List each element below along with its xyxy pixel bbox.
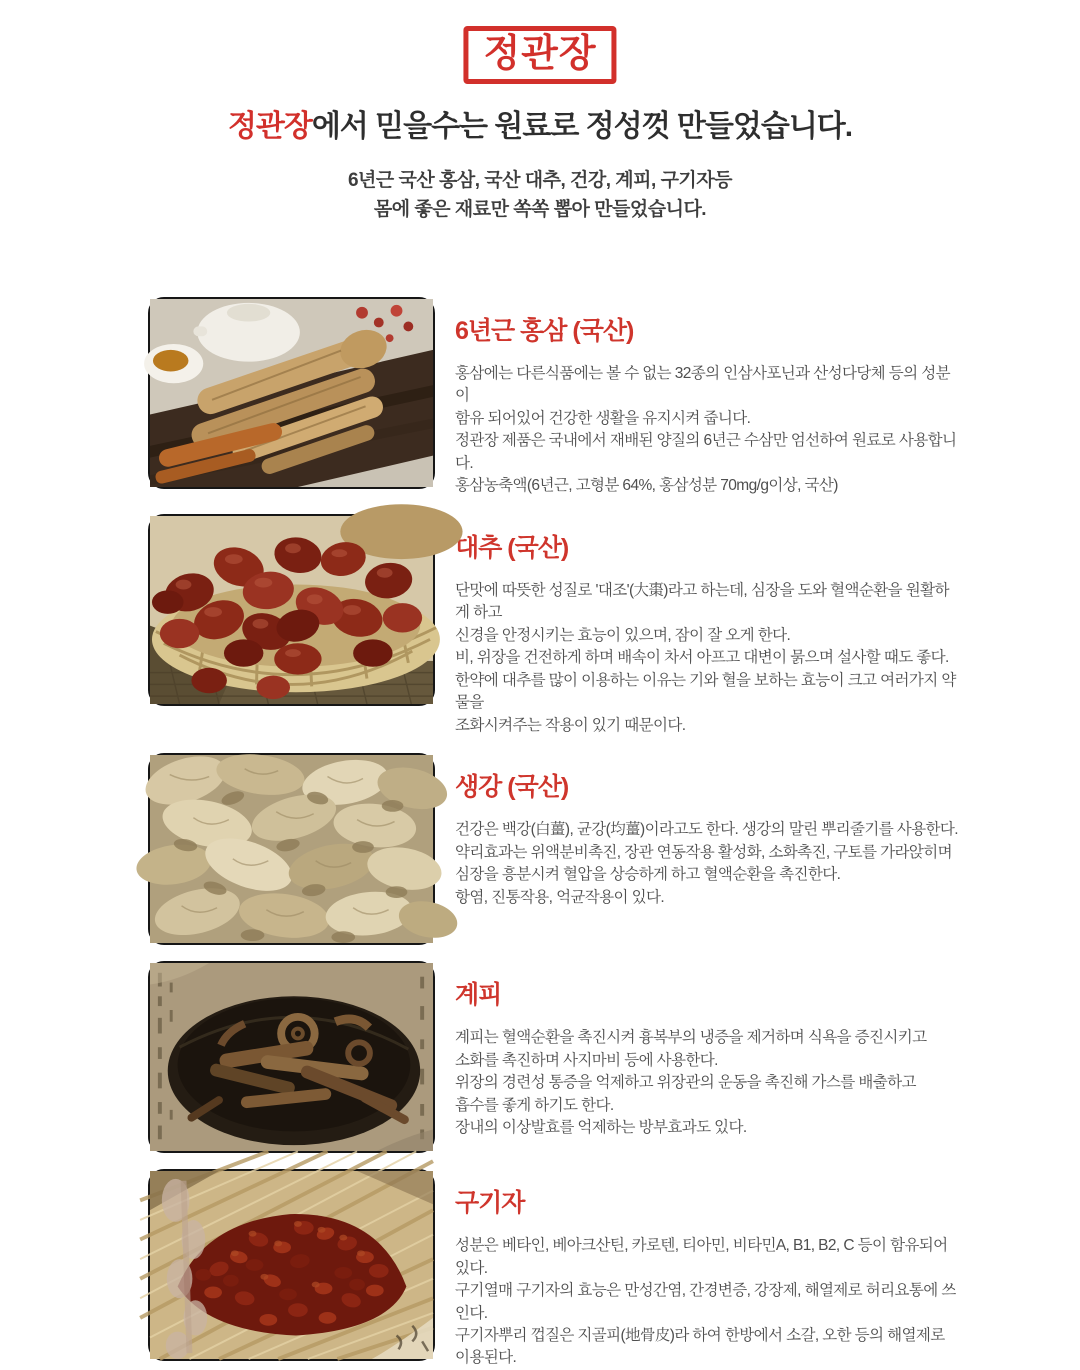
jujube-photo bbox=[148, 514, 435, 706]
section-ginger bbox=[148, 753, 960, 945]
subtitle-line-1: 6년근 국산 홍삼, 국산 대추, 건강, 계피, 구기자등 bbox=[347, 170, 732, 191]
section-text bbox=[455, 363, 960, 498]
section-jujube-body bbox=[455, 514, 960, 737]
section-text-line: 단맛에 따뜻한 성질로 '대조'(大棗)라고 하는데, 심장을 도와 혈액순환을 원활하게 하고 bbox=[455, 581, 949, 622]
section-text bbox=[455, 1235, 960, 1370]
red-ginseng-illustration bbox=[150, 299, 433, 487]
section-text-line: 홍삼농축액(6년근, 고형분 64%, 홍삼성분 70mg/g이상, 국산) bbox=[455, 477, 838, 495]
page-subtitle bbox=[0, 166, 1080, 225]
ginger-photo bbox=[148, 753, 435, 945]
section-text-line: 심장을 흥분시켜 혈압을 상승하게 하고 혈액순환을 촉진한다. bbox=[455, 866, 841, 884]
section-text-line: 조화시켜주는 작용이 있기 때문이다. bbox=[455, 716, 686, 734]
section-cinnamon-body bbox=[455, 961, 960, 1153]
section-red-ginseng bbox=[148, 297, 960, 498]
section-text-line: 비, 위장을 건전하게 하며 배속이 차서 아프고 대변이 묽으며 설사할 때도 좋다. bbox=[455, 649, 949, 667]
cinnamon-illustration bbox=[150, 963, 433, 1151]
section-text-line: 장내의 이상발효를 억제하는 방부효과도 있다. bbox=[455, 1118, 747, 1136]
goji-illustration bbox=[150, 1171, 433, 1359]
section-title: 구기자 bbox=[455, 1189, 525, 1218]
section-jujube bbox=[148, 514, 960, 737]
section-text bbox=[455, 819, 960, 909]
section-text bbox=[455, 580, 960, 737]
section-text-line: 정관장 제품은 국내에서 재배된 양질의 6년근 수삼만 엄선하여 원료로 사용합니다. bbox=[455, 432, 957, 472]
page-title bbox=[0, 101, 1080, 145]
jujube-illustration bbox=[150, 516, 433, 704]
section-text-line: 흡수를 좋게 하기도 한다. bbox=[455, 1096, 614, 1114]
section-text-line: 구기열매 구기자의 효능은 만성간염, 간경변증, 강장제, 해열제로 허리요통에 쓰인다. bbox=[455, 1282, 956, 1322]
section-text-line: 성분은 베타인, 베아크산틴, 카로텐, 티아민, 비타민A, B1, B2, C 등이 함유되어 있다. bbox=[455, 1237, 948, 1277]
section-text-line: 위장의 경련성 통증을 억제하고 위장관의 운동을 촉진해 가스를 배출하고 bbox=[455, 1074, 916, 1092]
section-ginger-body bbox=[455, 753, 960, 945]
section-text-line: 항염, 진통작용, 억균작용이 있다. bbox=[455, 888, 665, 906]
section-text-line: 한약에 대추를 많이 이용하는 이유는 기와 혈을 보하는 효능이 크고 여러가지 약물을 bbox=[455, 671, 956, 712]
section-goji bbox=[148, 1169, 960, 1370]
brand-logo bbox=[463, 26, 616, 84]
section-text bbox=[455, 1027, 960, 1139]
goji-photo bbox=[148, 1169, 435, 1361]
brand-logo-text: 정관장 bbox=[483, 33, 597, 75]
section-text-line: 신경을 안정시키는 효능이 있으며, 잠이 잘 오게 한다. bbox=[455, 626, 791, 644]
section-text-line: 구기자뿌리 껍질은 지골피(地骨皮)라 하여 한방에서 소갈, 오한 등의 해열제로 이용된다. bbox=[455, 1326, 945, 1367]
section-text-line: 건강은 백강(白薑), 균강(均薑)이라고도 한다. 생강의 말린 뿌리줄기를 사용한다. bbox=[455, 821, 958, 839]
page-title-rest: 에서 믿을수는 원료로 정성껏 만들었습니다. bbox=[311, 110, 853, 143]
subtitle-line-2: 몸에 좋은 재료만 쏙쏙 뽑아 만들었습니다. bbox=[373, 199, 707, 221]
section-red-ginseng-body bbox=[455, 297, 960, 498]
section-title: 계피 bbox=[455, 981, 502, 1010]
section-text-line: 약리효과는 위액분비촉진, 장관 연동작용 활성화, 소화촉진, 구토를 가라앉히며 bbox=[455, 843, 953, 861]
ingredient-sections bbox=[148, 297, 960, 1370]
page-title-brand: 정관장 bbox=[227, 110, 312, 143]
section-text-line: 계피는 혈액순환을 촉진시켜 흉복부의 냉증을 제거하며 식욕을 증진시키고 bbox=[455, 1029, 927, 1047]
ginger-illustration bbox=[150, 755, 433, 943]
section-text-line: 함유 되어있어 건강한 생활을 유지시켜 줍니다. bbox=[455, 409, 751, 427]
red-ginseng-photo bbox=[148, 297, 435, 489]
section-title: 대추 (국산) bbox=[455, 533, 569, 562]
section-text-line: 홍삼에는 다른식품에는 볼 수 없는 32종의 인삼사포닌과 산성다당체 등의 성분이 bbox=[455, 365, 950, 405]
section-title: 생강 (국산) bbox=[455, 773, 569, 802]
cinnamon-photo bbox=[148, 961, 435, 1153]
section-title: 6년근 홍삼 (국산) bbox=[455, 317, 634, 345]
section-goji-body bbox=[455, 1169, 960, 1370]
section-cinnamon bbox=[148, 961, 960, 1153]
section-text-line: 소화를 촉진하며 사지마비 등에 사용한다. bbox=[455, 1051, 718, 1069]
